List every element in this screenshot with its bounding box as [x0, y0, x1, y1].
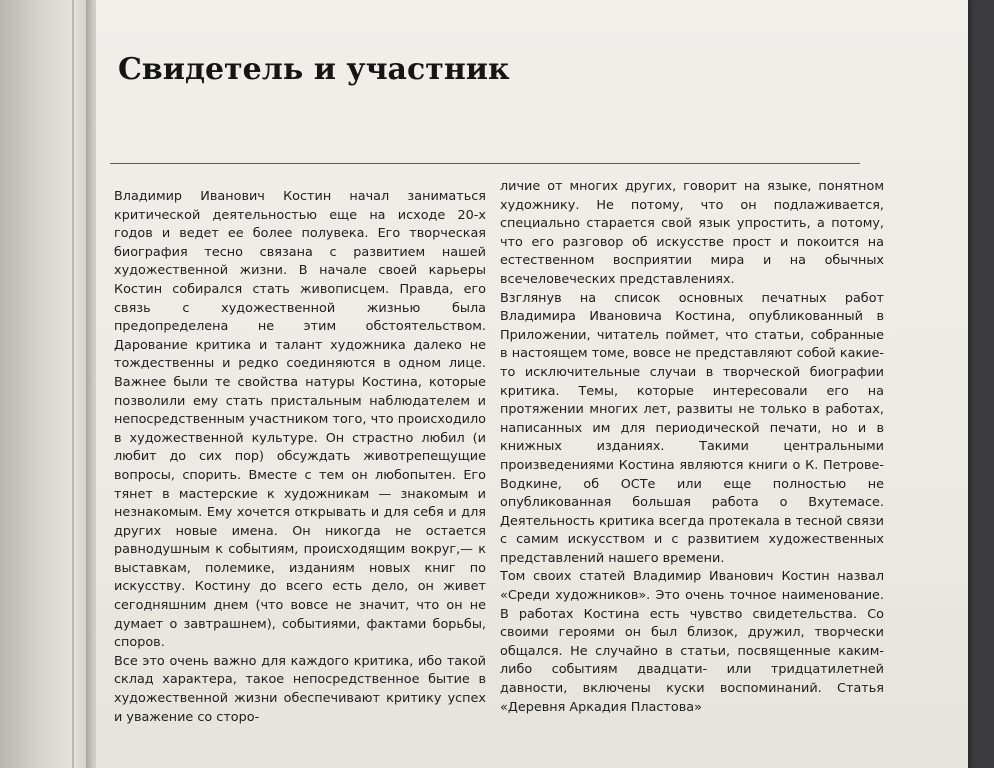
left-column [114, 188, 486, 727]
title-divider [110, 163, 860, 164]
right-column-text: личие от многих других, говорит на языке, понятном художнику. Не потому, что он подлаживается, специально старается свой язык упростить, а потому, что его разговор об искусстве прост и покоится на естественном восприятии мира и на обычных всечеловеческих представлениях. Взглянув на список основных печатных работ Владимира Ивановича Костина, опубликованный в Приложении, читатель поймет, что статьи, собранные в настоящем томе, вовсе не представляют собой какие-то исключительные случаи в творческой биографии критика. Темы, которые интересовали его на протяжении многих лет, развиты не только в работах, написанных им для периодической печати, но и в книжных изданиях. Такими центральными произведениями Костина являются книги о К. Петрове-Водкине, об ОСТе или еще полностью не опубликованная большая работа о Вхутемасе. Деятельность критика всегда протекала в тесной связи с самим искусством и с развитием художественных представлений нашего времени. Том своих статей Владимир Иванович Костин назвал «Среди художников». Это очень точное наименование. В работах Костина есть чувство свидетельства. Со своими героями он был близок, дружил, творчески общался. Не случайно в статьи, посвященные каким-либо событиям двадцати- или тридцатилетней давности, включены куски воспоминаний. Статья «Деревня Аркадия Пластова» [500, 179, 884, 715]
book-page [96, 0, 968, 768]
left-page-edge [0, 0, 92, 768]
left-column-text: Владимир Иванович Костин начал заниматься критической деятельностью еще на исходе 20-х годов и ведет ее более полувека. Его творческая биография тесно связана с развитием нашей художественной жизни. В начале своей карьеры Костин собирался стать живописцем. Правда, его связь с художественной жизнью была предопределена не этим обстоятельством. Дарование критика и талант художника далеко не тождественны и редко соединяются в одном лице. Важнее были те свойства натуры Костина, которые позволили ему стать пристальным наблюдателем и непосредственным участником того, что происходило в художественной культуре. Он страстно любил (и любит до сих пор) обсуждать животрепещущие вопросы, спорить. Вместе с тем он любопытен. Его тянет в мастерские к художникам — знакомым и незнакомым. Ему хочется открывать и для себя и для других новые имена. Он никогда не остается равнодушным к событиям, происходящим вокруг,— к выставкам, полемике, изданиям новых книг по искусству. Костину до всего есть дело, он живет сегодняшним днем (что вовсе не значит, что он не думает о завтрашнем), событиями, фактами борьбы, споров. Все это очень важно для каждого критика, ибо такой склад характера, такое непосредственное бытие в художественной жизни обеспечивают критику успех и уважение со сторо- [114, 189, 486, 725]
page-edge-line [72, 0, 74, 768]
article-title: Свидетель и участник [118, 52, 510, 87]
right-column [500, 178, 884, 717]
